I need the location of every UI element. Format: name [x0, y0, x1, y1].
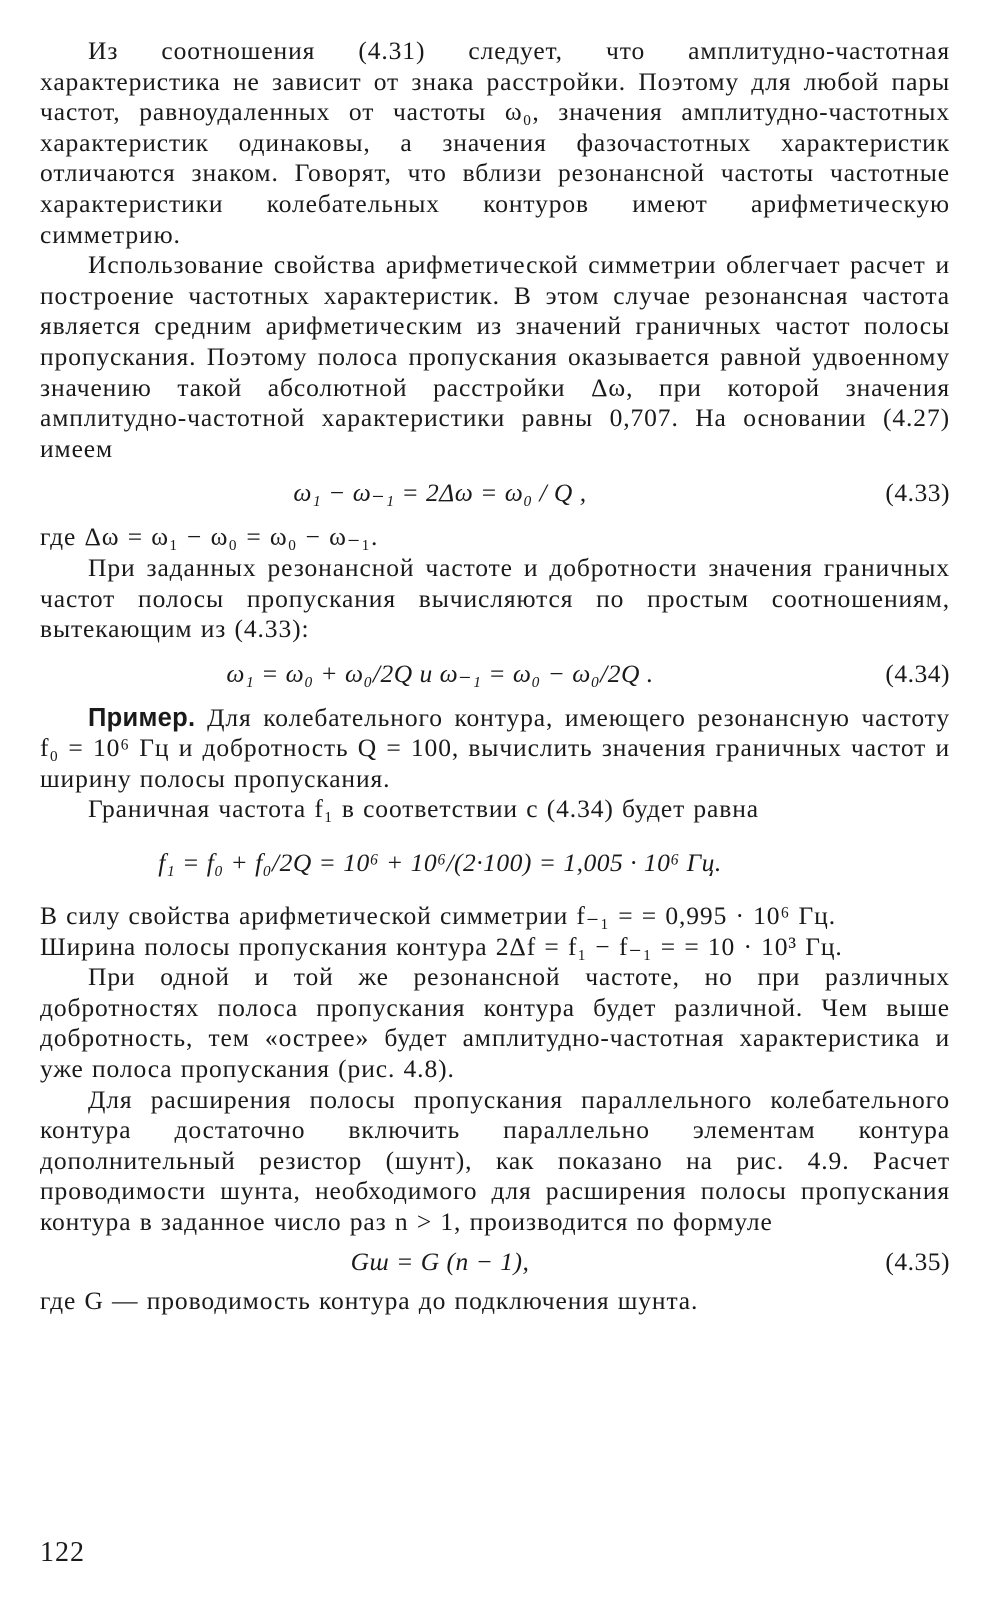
formula-4-35 [40, 1238, 950, 1286]
example-text: Для колебательного контура, имеющего резонансную частоту f₀ = 10⁶ Гц и добротность Q = 100, вычислить значения граничных частот и ширину полосы пропускания. [40, 702, 950, 793]
paragraph-bandwidth-result: Ширина полосы пропускания контура 2Δf = f₁ − f₋₁ = = 10 · 10³ Гц. [40, 931, 843, 961]
paragraph-where-delta: где Δω = ω₁ − ω₀ = ω₀ − ω₋₁. [40, 522, 379, 552]
page-number: 122 [40, 1537, 85, 1568]
formula-4-34-body: ω₁ = ω₀ + ω₀/2Q и ω₋₁ = ω₀ − ω₀/2Q . [226, 658, 654, 688]
paragraph-boundary-freqs: При заданных резонансной частоте и добротности значения граничных частот полосы пропускания вычисляются по простым соотношениям, вытекающим из (4.33): [40, 552, 950, 644]
paragraph-bandwidth-calc: Использование свойства арифметической симметрии облегчает расчет и построение частотных характеристик. В этом случае резонансная частота является средним арифметическим из значений граничных частот полосы пропускания. Поэтому полоса пропускания оказывается равной удвоенному значению такой абсолютной расстройки Δω, при которой значения амплитудно-частотной характеристики равны 0,707. На основании (4.27) имеем [40, 250, 950, 463]
paragraph-symmetry-result: В силу свойства арифметической симметрии f₋₁ = = 0,995 · 10⁶ Гц. [40, 901, 836, 931]
formula-4-35-number: (4.35) [885, 1246, 950, 1276]
paragraph-quality-effect: При одной и той же резонансной частоте, но при различных добротностях полоса пропускания контура будет различной. Чем выше добротность, тем «острее» будет амплитудно-частотная характеристика и уже полоса пропускания (рис. 4.8). [40, 962, 950, 1084]
example-label: Пример. [88, 703, 196, 732]
formula-example [40, 825, 950, 901]
formula-4-33-body: ω₁ − ω₋₁ = 2Δω = ω₀ / Q , [293, 478, 587, 508]
formula-4-33-number: (4.33) [885, 478, 950, 508]
paragraph-boundary-f1: Граничная частота f₁ в соответствии с (4.34) будет равна [88, 794, 759, 824]
formula-example-body: f₁ = f₀ + f₀/2Q = 10⁶ + 10⁶/(2·100) = 1,005 · 10⁶ Гц. [158, 848, 722, 878]
formula-4-34-number: (4.34) [885, 658, 950, 688]
paragraph-where-g: где G — проводимость контура до подключения шунта. [40, 1285, 699, 1315]
paragraph-shunt: Для расширения полосы пропускания параллельного колебательного контура достаточно включить параллельно элементам контура дополнительный резистор (шунт), как показано на рис. 4.9. Расчет проводимости шунта, необходимого для расширения полосы пропускания контура в заданное число раз n > 1, производится по формуле [40, 1084, 950, 1236]
formula-4-33 [40, 464, 950, 522]
formula-4-34 [40, 645, 950, 703]
paragraph-arithmetic-symmetry: Из соотношения (4.31) следует, что амплитудно-частотная характеристика не зависит от знака расстройки. Поэтому для любой пары частот, равноудаленных от частоты ω₀, значения амплитудно-частотных характеристик одинаковы, а значения фазочастотных характеристик отличаются знаком. Говорят, что вблизи резонансной частоты частотные характеристики колебательных контуров имеют арифметическую симметрию. [40, 36, 950, 249]
paragraph-example [40, 703, 950, 795]
formula-4-35-body: Gш = G (n − 1), [350, 1246, 530, 1276]
